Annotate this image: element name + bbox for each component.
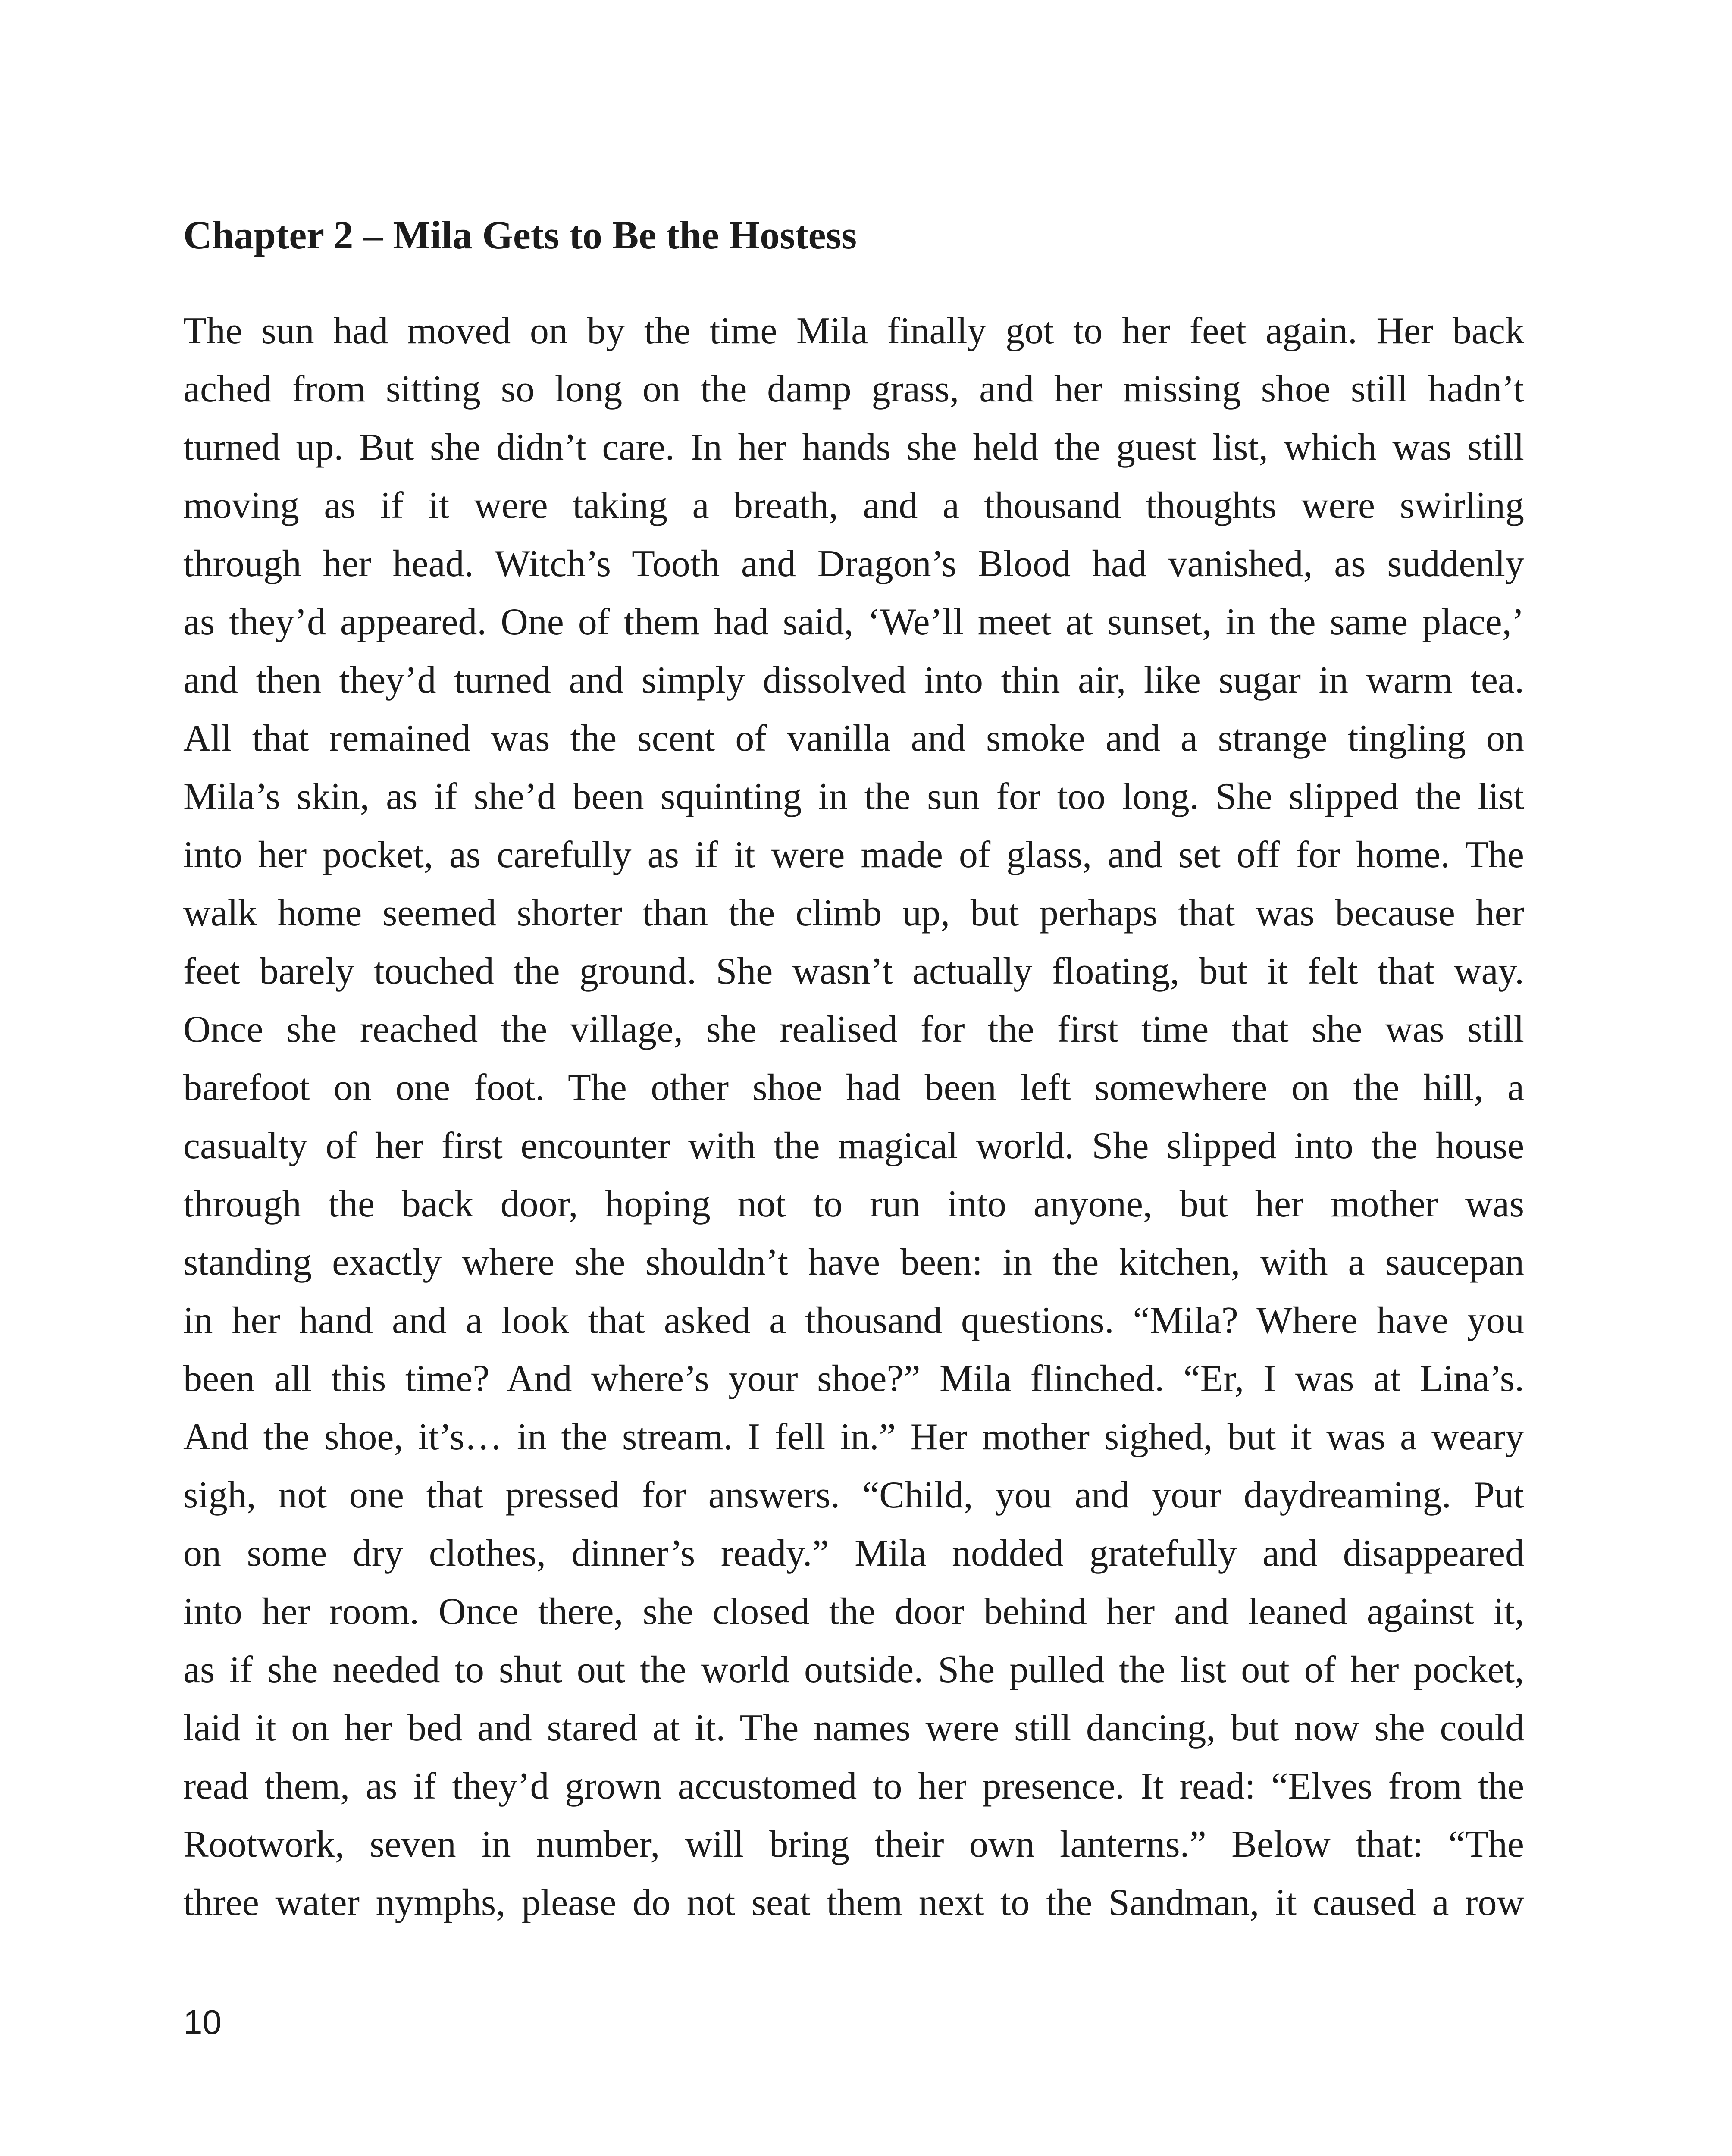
body-line: Once she reached the village, she realised for the first time that she was still — [183, 1009, 1524, 1050]
body-line: as they’d appeared. One of them had said, ‘We’ll meet at sunset, in the same place,’ — [183, 601, 1524, 643]
body-line: walk home seemed shorter than the climb up, but perhaps that was because her — [183, 892, 1524, 934]
body-line: as if she needed to shut out the world outside. She pulled the list out of her pocket, — [183, 1649, 1524, 1691]
body-line: laid it on her bed and stared at it. The names were still dancing, but now she could — [183, 1707, 1524, 1749]
body-line: Mila’s skin, as if she’d been squinting in the sun for too long. She slipped the list — [183, 776, 1524, 818]
body-line: through her head. Witch’s Tooth and Dragon’s Blood had vanished, as suddenly — [183, 543, 1524, 585]
body-line: And the shoe, it’s… in the stream. I fell in.” Her mother sighed, but it was a weary — [183, 1416, 1524, 1458]
body-line: in her hand and a look that asked a thousand questions. “Mila? Where have you — [183, 1300, 1524, 1341]
body-line: three water nymphs, please do not seat them next to the Sandman, it caused a row — [183, 1882, 1524, 1924]
body-line: into her pocket, as carefully as if it were made of glass, and set off for home. The — [183, 834, 1524, 876]
body-line: on some dry clothes, dinner’s ready.” Mila nodded gratefully and disappeared — [183, 1532, 1524, 1574]
body-line: through the back door, hoping not to run into anyone, but her mother was — [183, 1183, 1524, 1225]
body-line: ached from sitting so long on the damp grass, and her missing shoe still hadn’t — [183, 368, 1524, 410]
chapter-title: Chapter 2 – Mila Gets to Be the Hostess — [183, 213, 857, 257]
body-line: sigh, not one that pressed for answers. “Child, you and your daydreaming. Put — [183, 1474, 1524, 1516]
body-line: casualty of her first encounter with the magical world. She slipped into the house — [183, 1125, 1524, 1167]
body-line: into her room. Once there, she closed the door behind her and leaned against it, — [183, 1591, 1524, 1633]
body-line: standing exactly where she shouldn’t have been: in the kitchen, with a saucepan — [183, 1241, 1524, 1283]
body-line: moving as if it were taking a breath, and a thousand thoughts were swirling — [183, 485, 1524, 526]
body-line: read them, as if they’d grown accustomed to her presence. It read: “Elves from the — [183, 1765, 1524, 1807]
body-line: feet barely touched the ground. She wasn’t actually floating, but it felt that way. — [183, 950, 1524, 992]
body-line: The sun had moved on by the time Mila finally got to her feet again. Her back — [183, 310, 1524, 352]
page-number: 10 — [183, 2003, 222, 2041]
body-line: All that remained was the scent of vanilla and smoke and a strange tingling on — [183, 718, 1524, 759]
body-line: barefoot on one foot. The other shoe had been left somewhere on the hill, a — [183, 1067, 1524, 1109]
body-line: Rootwork, seven in number, will bring their own lanterns.” Below that: “The — [183, 1824, 1524, 1865]
body-line: and then they’d turned and simply dissolved into thin air, like sugar in warm tea. — [183, 659, 1524, 701]
chapter-body — [183, 302, 1524, 1932]
body-line: turned up. But she didn’t care. In her hands she held the guest list, which was still — [183, 426, 1524, 468]
body-line: been all this time? And where’s your shoe?” Mila flinched. “Er, I was at Lina’s. — [183, 1358, 1524, 1400]
